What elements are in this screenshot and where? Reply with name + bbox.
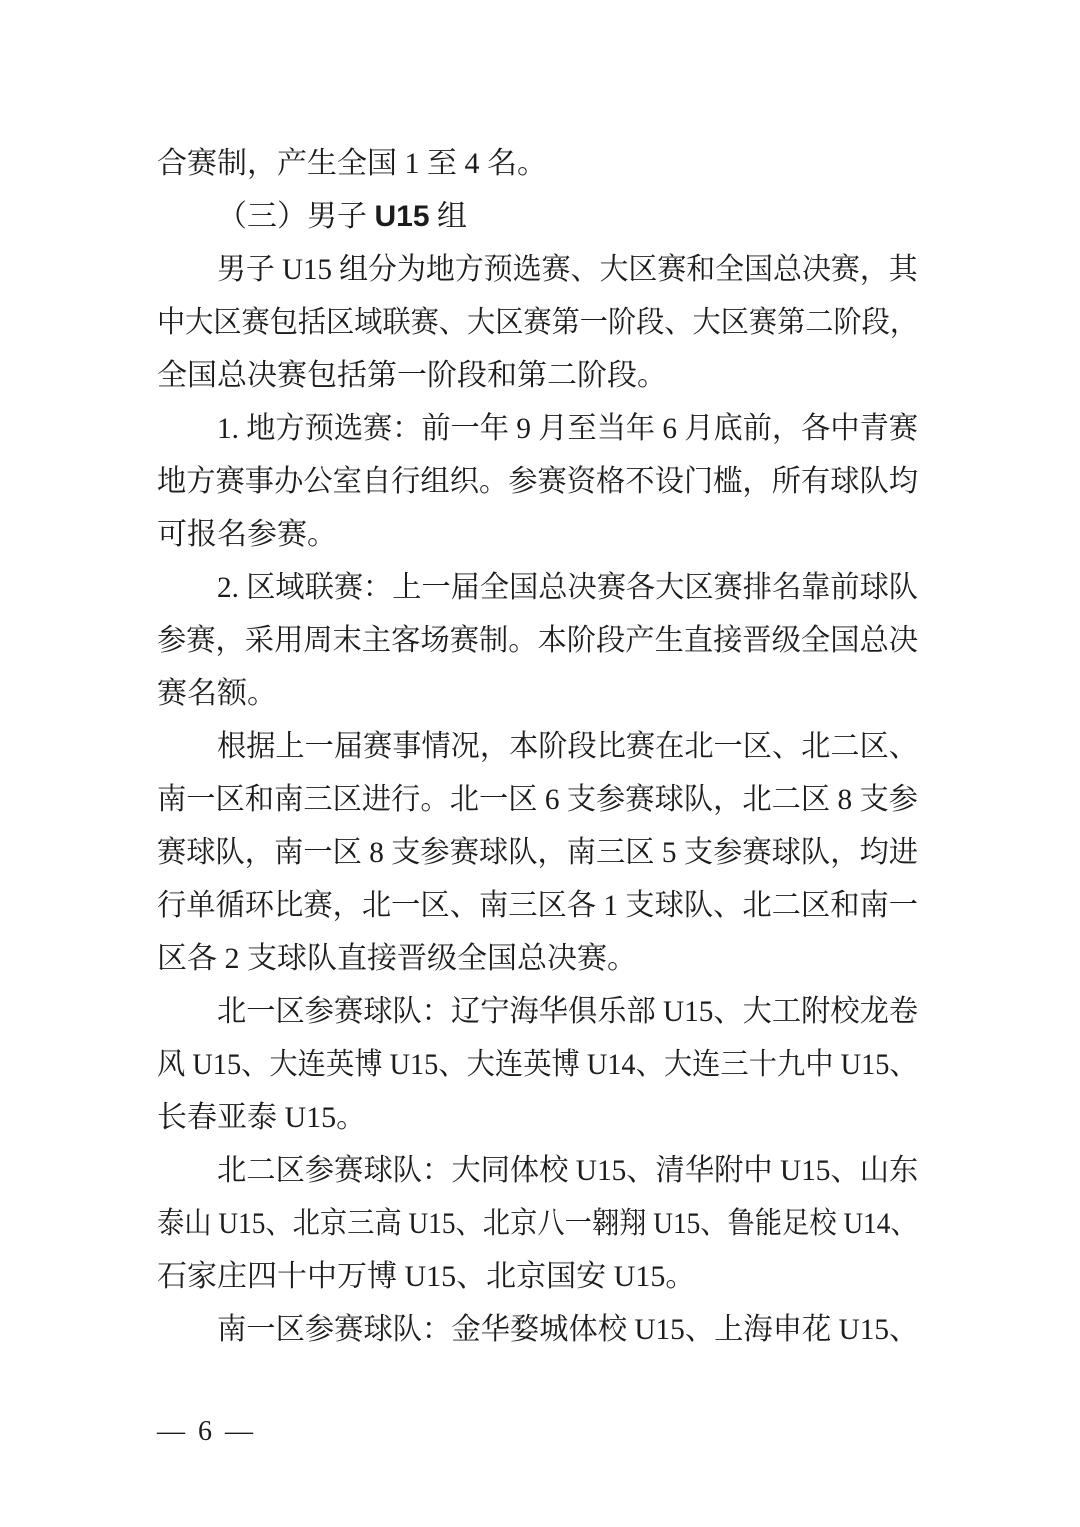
text-line bbox=[157, 349, 918, 402]
text-line bbox=[157, 1144, 918, 1197]
text-line bbox=[157, 561, 918, 614]
line-text: 中大区赛包括区域联赛、大区赛第一阶段、大区赛第二阶段， bbox=[157, 306, 918, 339]
line-text: 长春亚泰 U15。 bbox=[157, 1101, 367, 1134]
text-line bbox=[157, 667, 918, 720]
text-line bbox=[157, 614, 918, 667]
text-line bbox=[157, 826, 918, 879]
document-body bbox=[157, 137, 918, 1356]
line-text: 区各 2 支球队直接晋级全国总决赛。 bbox=[157, 942, 637, 975]
text-line bbox=[157, 1091, 918, 1144]
section-heading bbox=[157, 190, 918, 243]
text-line bbox=[157, 932, 918, 985]
section-heading-text bbox=[217, 190, 467, 243]
line-text: 全国总决赛包括第一阶段和第二阶段。 bbox=[157, 359, 667, 392]
line-text: 2. 区域联赛：上一届全国总决赛各大区赛排名靠前球队 bbox=[217, 571, 918, 604]
line-text: 石家庄四十中万博 U15、北京国安 U15。 bbox=[157, 1260, 696, 1293]
line-text: 北一区参赛球队：辽宁海华俱乐部 U15、大工附校龙卷 bbox=[217, 995, 919, 1028]
text-line bbox=[157, 455, 918, 508]
line-text: 男子 U15 组分为地方预选赛、大区赛和全国总决赛，其 bbox=[217, 253, 918, 286]
text-line bbox=[157, 879, 918, 932]
text-line bbox=[157, 773, 918, 826]
line-text: 合赛制，产生全国 1 至 4 名。 bbox=[157, 147, 547, 180]
line-text: 北二区参赛球队：大同体校 U15、清华附中 U15、山东 bbox=[217, 1154, 919, 1187]
line-text: 地方赛事办公室自行组织。参赛资格不设门槛，所有球队均 bbox=[157, 465, 918, 498]
text-line bbox=[157, 296, 918, 349]
line-text: 1. 地方预选赛：前一年 9 月至当年 6 月底前，各中青赛 bbox=[217, 412, 918, 445]
line-text: 风 U15、大连英博 U15、大连英博 U14、大连三十九中 U15、 bbox=[157, 1048, 918, 1081]
line-text: 南一区参赛球队：金华婺城体校 U15、上海申花 U15、 bbox=[217, 1313, 919, 1346]
page-number: — 6 — bbox=[157, 1416, 256, 1447]
line-text: 行单循环比赛，北一区、南三区各 1 支球队、北二区和南一 bbox=[157, 889, 918, 922]
line-text: 参赛，采用周末主客场赛制。本阶段产生直接晋级全国总决 bbox=[157, 624, 918, 657]
text-line bbox=[157, 1303, 918, 1356]
line-text: 赛名额。 bbox=[157, 677, 277, 710]
heading-suffix: 组 bbox=[429, 200, 468, 233]
text-line bbox=[157, 508, 918, 561]
heading-u15-label: U15 bbox=[374, 200, 430, 233]
line-text: 泰山 U15、北京三高 U15、北京八一翱翔 U15、鲁能足校 U14、 bbox=[157, 1207, 918, 1240]
text-line bbox=[157, 720, 918, 773]
text-line bbox=[157, 137, 918, 190]
text-line bbox=[157, 985, 918, 1038]
text-line bbox=[157, 1250, 918, 1303]
text-line bbox=[157, 1038, 918, 1091]
text-line bbox=[157, 243, 918, 296]
heading-prefix: （三）男子 bbox=[217, 200, 375, 233]
text-line bbox=[157, 402, 918, 455]
line-text: 可报名参赛。 bbox=[157, 518, 337, 551]
line-text: 赛球队，南一区 8 支参赛球队，南三区 5 支参赛球队，均进 bbox=[157, 836, 918, 869]
line-text: 南一区和南三区进行。北一区 6 支参赛球队，北二区 8 支参 bbox=[157, 783, 918, 816]
line-text: 根据上一届赛事情况，本阶段比赛在北一区、北二区、 bbox=[217, 730, 918, 763]
text-line bbox=[157, 1197, 918, 1250]
